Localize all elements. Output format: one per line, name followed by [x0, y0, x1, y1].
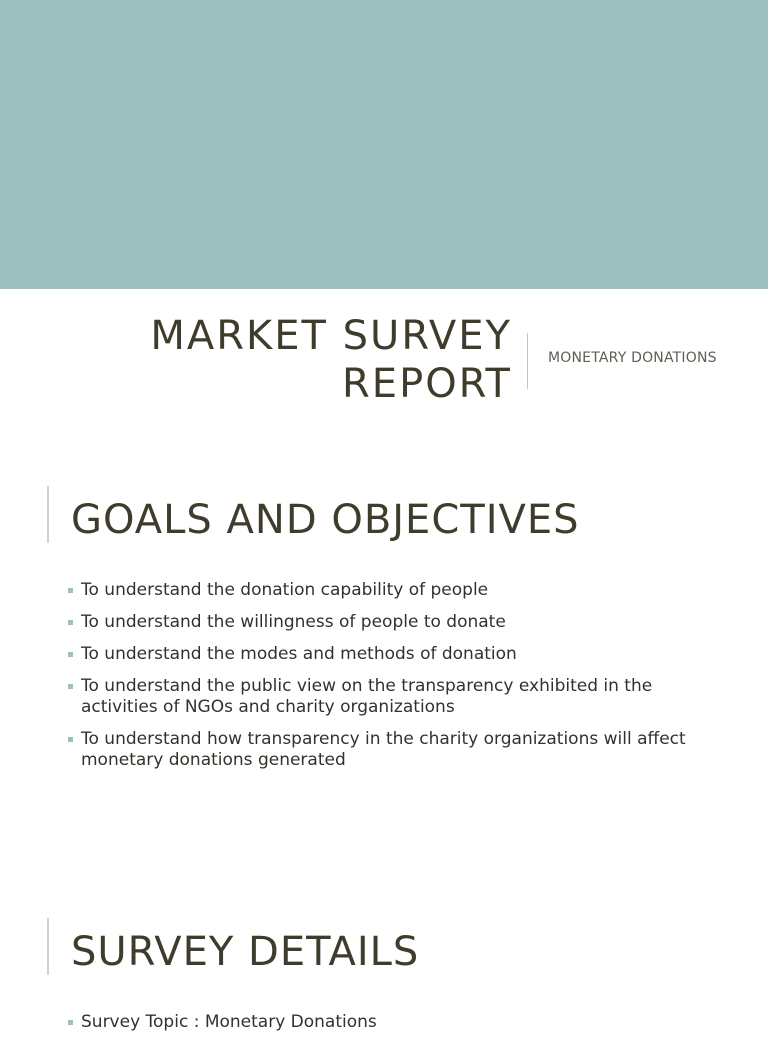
survey-accent-bar [47, 918, 49, 975]
bullet-square-icon [68, 652, 73, 657]
goals-heading: GOALS AND OBJECTIVES [71, 497, 580, 543]
goals-bullet-list [66, 580, 706, 782]
list-item: To understand the donation capability of people [66, 580, 706, 601]
presentation-title [150, 312, 512, 408]
bullet-square-icon [68, 588, 73, 593]
title-line-2: REPORT [342, 361, 512, 407]
list-item: To understand the willingness of people to donate [66, 612, 706, 633]
goals-accent-bar [47, 486, 49, 543]
survey-heading: SURVEY DETAILS [71, 929, 420, 975]
list-item: To understand the public view on the transparency exhibited in the activities of NGOs and charity organizations [66, 676, 706, 718]
survey-bullet-list [66, 1012, 706, 1044]
title-line-1: MARKET SURVEY [150, 313, 512, 359]
title-banner [0, 0, 768, 289]
list-item: Survey Topic : Monetary Donations [66, 1012, 706, 1033]
bullet-square-icon [68, 1020, 73, 1025]
list-item: To understand how transparency in the charity organizations will affect monetary donations generated [66, 729, 706, 771]
bullet-square-icon [68, 684, 73, 689]
list-item: To understand the modes and methods of donation [66, 644, 706, 665]
bullet-square-icon [68, 737, 73, 742]
bullet-square-icon [68, 620, 73, 625]
presentation-subtitle: MONETARY DONATIONS [548, 350, 717, 366]
title-divider [527, 333, 528, 389]
